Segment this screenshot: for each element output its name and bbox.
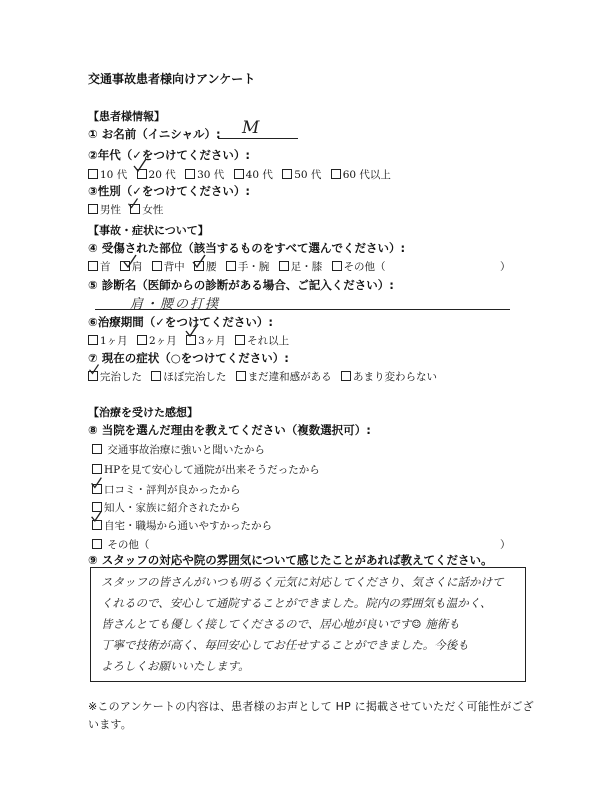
age-option-30[interactable]: 30 代 [185, 169, 224, 181]
check-mark-icon [184, 322, 200, 338]
comment-line-4: 丁寧で技術が高く、毎回安心してお任せすることができました。今後も [101, 638, 469, 652]
reason-option-other[interactable]: その他（ [92, 537, 149, 552]
q8-label: ⑧ 当院を選んだ理由を教えてください（複数選択可）: [88, 423, 371, 437]
q4-other-close: ） [500, 261, 511, 273]
period-longer[interactable]: それ以上 [235, 335, 289, 347]
injury-header: 【事故・症状について】 [88, 224, 209, 237]
checkbox[interactable] [92, 539, 102, 549]
age-option-40[interactable]: 40 代 [234, 169, 273, 181]
checkbox[interactable] [341, 371, 351, 381]
age-option-60[interactable]: 60 代以上 [331, 169, 391, 181]
check-mark-icon [122, 253, 138, 269]
age-option-20[interactable]: 20 代 [137, 169, 176, 181]
check-mark-icon [127, 197, 139, 209]
footnote-line-2: います。 [88, 718, 132, 731]
symptom-still-discomfort[interactable]: まだ違和感がある [236, 371, 332, 383]
checkbox[interactable] [234, 169, 244, 179]
period-2month[interactable]: 2ヶ月 [137, 335, 177, 347]
reason-option-referral[interactable]: 知人・家族に紹介されたから [92, 500, 241, 515]
checkbox[interactable] [282, 169, 292, 179]
checkbox[interactable] [92, 464, 102, 474]
checkbox[interactable] [151, 371, 161, 381]
age-option-50[interactable]: 50 代 [282, 169, 321, 181]
checkbox[interactable] [88, 204, 98, 214]
q1-underline [218, 138, 298, 139]
checkbox[interactable] [88, 169, 98, 179]
checkbox[interactable] [152, 261, 162, 271]
comment-line-3: 皆さんとても優しく接してくださるので、居心地が良いです☺ 施術も [101, 617, 460, 631]
q2-label: ②年代（✓をつけてください）: [88, 148, 250, 162]
symptom-not-changed[interactable]: あまり変わらない [341, 371, 437, 383]
impression-header: 【治療を受けた感想】 [88, 406, 198, 419]
body-part-leg-knee[interactable]: 足・膝 [279, 261, 323, 273]
q1-label: ① お名前（イニシャル）: [88, 127, 221, 141]
footnote-line-1: ※このアンケートの内容は、患者様のお声として HP に掲載させていただく可能性がござ [88, 700, 534, 713]
comment-line-1: スタッフの皆さんがいつも明るく元気に対応してくださり、気さくに話かけて [101, 575, 504, 589]
checkbox[interactable] [88, 261, 98, 271]
checkbox[interactable] [137, 335, 147, 345]
body-part-back[interactable]: 背中 [152, 261, 185, 273]
reason-option-accident-strong[interactable]: 交通事故治療に強いと聞いたから [92, 442, 265, 457]
checkbox[interactable] [279, 261, 289, 271]
symptom-fully-healed[interactable]: 完治した [88, 371, 142, 383]
reason-option-reviews[interactable]: 口コミ・評判が良かったから [92, 482, 241, 497]
checkbox[interactable] [88, 335, 98, 345]
checkbox[interactable] [185, 169, 195, 179]
body-part-other[interactable]: その他（ [332, 261, 386, 273]
q8-other-close: ） [500, 539, 511, 551]
q3-label: ③性別（✓をつけてください）: [88, 184, 250, 198]
body-part-shoulder[interactable]: 肩 [120, 261, 143, 273]
comment-line-5: よろしくお願いいたします。 [101, 659, 250, 673]
survey-title: 交通事故患者様向けアンケート [88, 72, 256, 86]
checkbox[interactable] [236, 371, 246, 381]
comment-answer-box[interactable] [90, 567, 526, 682]
q6-label: ⑥治療期間（✓をつけてください）: [88, 315, 273, 329]
q7-label: ⑦ 現在の症状（○をつけてください）: [88, 351, 289, 365]
gender-option-female[interactable]: 女性 [130, 204, 163, 216]
check-mark-icon [88, 363, 100, 375]
patient-info-header: 【患者様情報】 [88, 110, 165, 123]
gender-option-male[interactable]: 男性 [88, 204, 121, 216]
body-part-lower-back[interactable]: 腰 [194, 261, 217, 273]
reason-option-commute[interactable]: 自宅・職場から通いやすかったから [92, 518, 272, 533]
q9-label: ⑨ スタッフの対応や院の雰囲気について感じたことがあれば教えてください。 [88, 553, 493, 567]
q5-underline [95, 309, 510, 310]
checkbox[interactable] [331, 169, 341, 179]
check-mark-icon [90, 509, 103, 523]
check-mark-icon [90, 476, 103, 489]
body-part-neck[interactable]: 首 [88, 261, 111, 273]
checkbox[interactable] [92, 444, 102, 454]
check-mark-icon [191, 253, 207, 269]
checkbox[interactable] [226, 261, 236, 271]
checkbox[interactable] [332, 261, 342, 271]
q5-diagnosis-answer[interactable]: 肩・腰の打撲 [130, 297, 221, 312]
check-mark-icon [132, 157, 148, 173]
symptom-almost-healed[interactable]: ほぼ完治した [151, 371, 226, 383]
q1-initial-answer[interactable]: M [242, 118, 260, 138]
q4-label: ④ 受傷された部位（該当するものをすべて選んでください）: [88, 241, 406, 255]
period-1month[interactable]: 1ヶ月 [88, 335, 128, 347]
checkbox[interactable] [235, 335, 245, 345]
period-3month[interactable]: 3ヶ月 [186, 335, 226, 347]
q5-label: ⑤ 診断名（医師からの診断がある場合、ご記入ください）: [88, 278, 394, 292]
q7-options [88, 369, 443, 384]
comment-line-2: くれるので、安心して通院することができました。院内の雰囲気も温かく、 [101, 596, 492, 610]
reason-option-hp[interactable]: HPを見て安心して通院が出来そうだったから [92, 462, 320, 477]
body-part-hand-arm[interactable]: 手・腕 [226, 261, 270, 273]
age-option-10[interactable]: 10 代 [88, 169, 127, 181]
